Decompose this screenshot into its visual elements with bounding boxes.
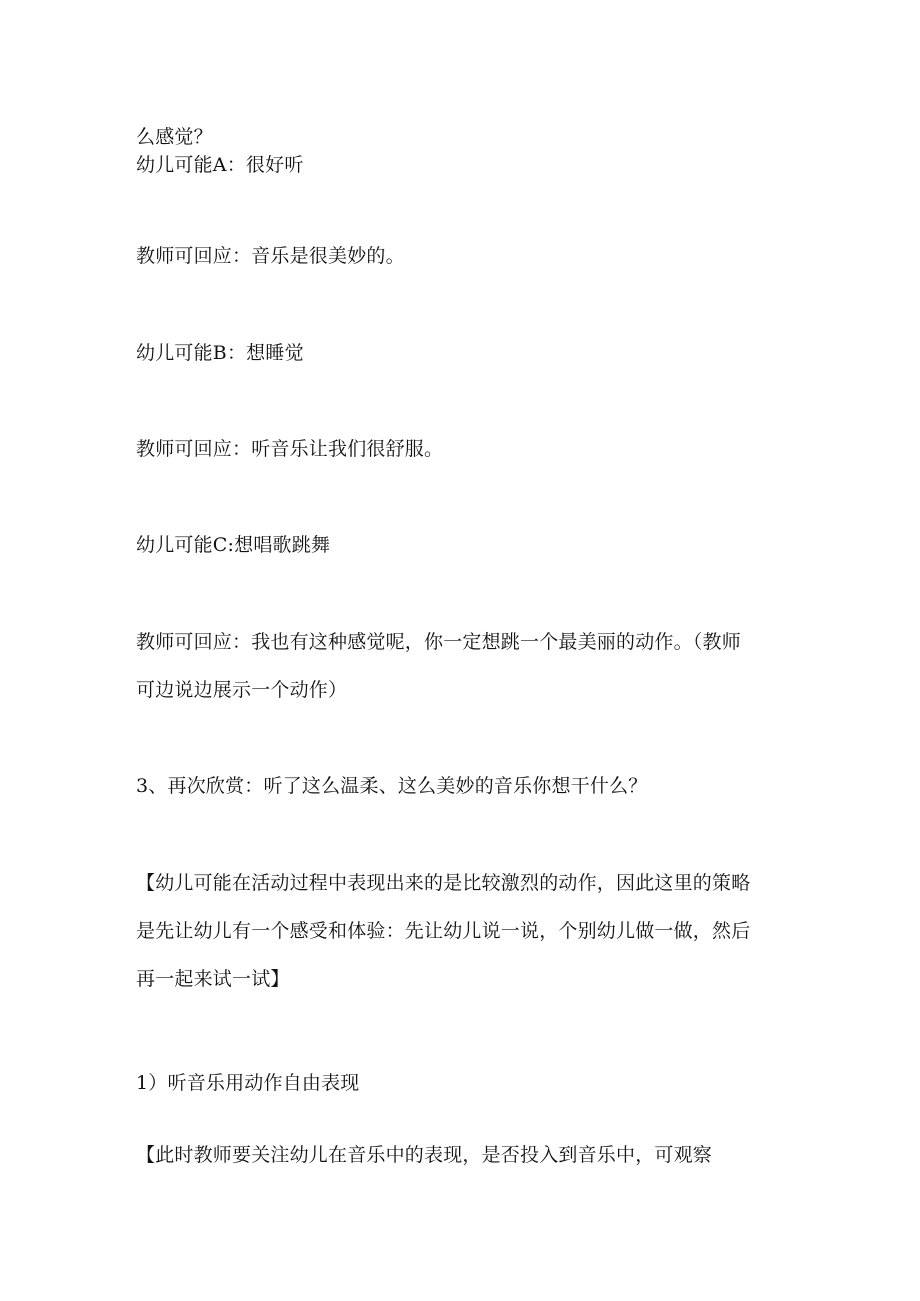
text-line-teacher-reply-c-cont: 可边说边展示一个动作） [136, 679, 348, 701]
text-line-child-response-a: 幼儿可能A：很好听 [136, 154, 304, 176]
text-line-child-response-b: 幼儿可能B：想睡觉 [136, 342, 304, 364]
text-line-observation-note: 【此时教师要关注幼儿在音乐中的表现，是否投入到音乐中，可观察 [136, 1144, 713, 1166]
text-line-strategy-note-3: 再一起来试一试】 [136, 968, 290, 990]
text-line-continuation: 么感觉？ [136, 126, 213, 148]
text-line-subsection-1: 1）听音乐用动作自由表现 [136, 1072, 360, 1094]
text-line-child-response-c: 幼儿可能C:想唱歌跳舞 [136, 534, 331, 556]
text-line-teacher-reply-c: 教师可回应：我也有这种感觉呢，你一定想跳一个最美丽的动作。（教师 [136, 631, 741, 653]
text-line-teacher-reply-a: 教师可回应：音乐是很美妙的。 [136, 245, 405, 267]
text-line-teacher-reply-b: 教师可回应：听音乐让我们很舒服。 [136, 438, 444, 460]
text-line-section-3: 3、再次欣赏：听了这么温柔、这么美妙的音乐你想干什么？ [136, 775, 648, 797]
text-line-strategy-note-1: 【幼儿可能在活动过程中表现出来的是比较激烈的动作，因此这里的策略 [136, 872, 751, 894]
text-line-strategy-note-2: 是先让幼儿有一个感受和体验：先让幼儿说一说，个别幼儿做一做，然后 [136, 920, 751, 942]
